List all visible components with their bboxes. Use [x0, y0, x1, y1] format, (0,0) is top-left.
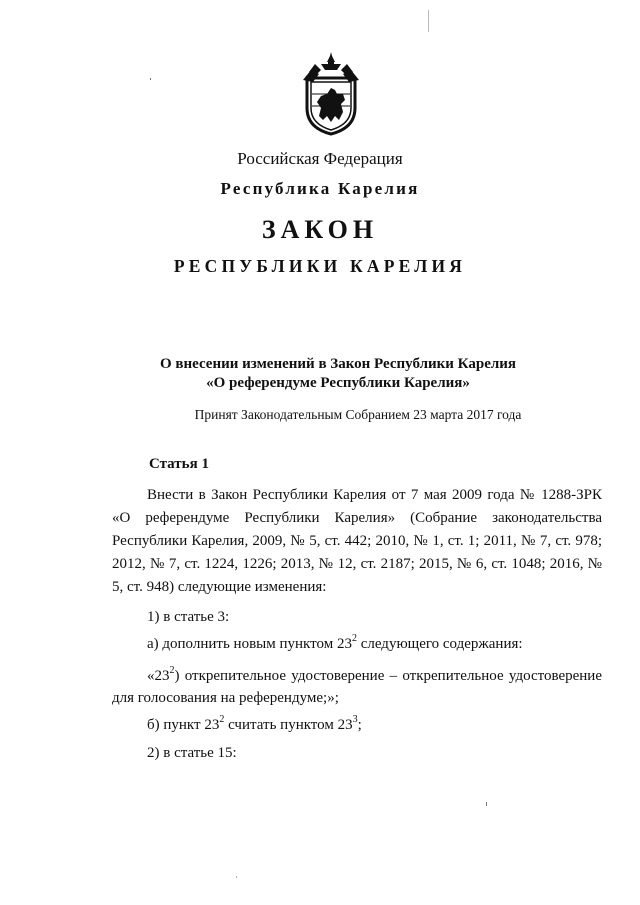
item-1b [147, 714, 362, 734]
republic-name: Республика Карелия [220, 179, 420, 198]
quote-superscript: 2 [169, 665, 175, 676]
quote-text: ) открепительное удостоверение – открепительное удостоверение для голосования на референдуме;»; [112, 668, 602, 706]
item-1b-tail: ; [357, 717, 362, 733]
country-name: Российская Федерация [237, 149, 403, 168]
document-issuer: РЕСПУБЛИКИ КАРЕЛИЯ [173, 256, 467, 276]
item-1a-superscript: 2 [351, 633, 357, 644]
article-intro-paragraph [112, 484, 602, 599]
document-type: ЗАКОН [261, 215, 379, 244]
item-1b-superscript-2: 3 [352, 714, 358, 725]
item-1: 1) в статье 3: [147, 609, 230, 625]
coat-of-arms-icon [297, 50, 365, 136]
law-title-line1: О внесении изменений в Закон Республики Карелия [159, 356, 517, 372]
quote-open: «23 [147, 668, 170, 684]
law-title-line2: «О референдуме Республики Карелия» [206, 375, 470, 391]
scan-speck [428, 10, 429, 32]
item-1a-text: а) дополнить новым пунктом 23 [147, 636, 352, 652]
item-1b-superscript-1: 2 [219, 714, 225, 725]
item-1a-tail: следующего содержания: [356, 636, 523, 652]
adoption-date: Принят Законодательным Собранием 23 марта 2017 года [194, 407, 522, 422]
scan-speck [486, 802, 487, 806]
item-2: 2) в статье 15: [147, 745, 237, 761]
item-1a [147, 633, 523, 653]
scan-speck [150, 78, 151, 80]
article-intro-text: Внести в Закон Республики Карелия от 7 мая 2009 года № 1288-ЗРК «О референдуме Республики Карелия» (Собрание законодательства Республики Карелия, 2009, № 5, ст. 442; 2010, № 1, ст. 1; 2011, № 7, ст. 978; 2012, № 7, ст. 1224, 1226; 2013, № 12, ст. 2187; 2015, № 6, ст. 1048; 2016, № 5, ст. 948) следующие изменения: [112, 487, 602, 595]
item-1b-mid: считать пунктом 23 [224, 717, 353, 733]
item-1b-text: б) пункт 23 [147, 717, 220, 733]
quoted-definition [112, 665, 602, 709]
article-heading: Статья 1 [149, 456, 209, 472]
scan-speck [236, 876, 237, 878]
